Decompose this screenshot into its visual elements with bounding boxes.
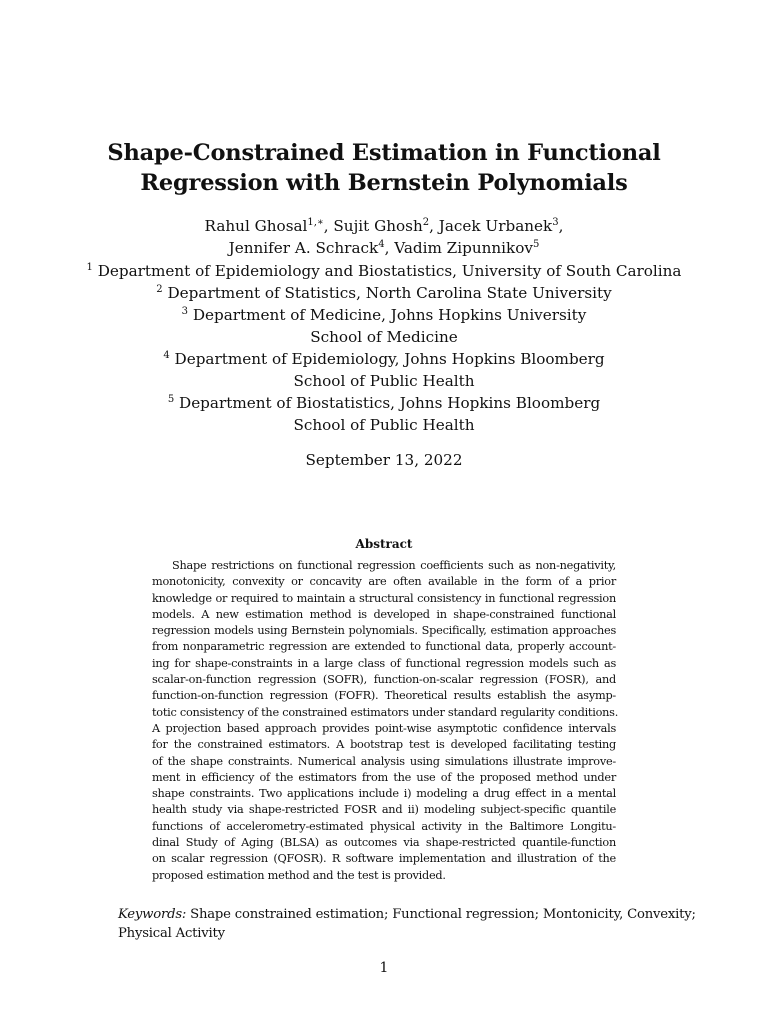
affiliation-text: Department of Epidemiology, Johns Hopkins Bloomberg (174, 350, 605, 368)
author-name: Vadim Zipunnikov (394, 239, 533, 257)
author-superscript: 4 (378, 239, 385, 250)
publication-date: September 13, 2022 (305, 451, 463, 469)
keywords-label: Keywords: (118, 907, 187, 922)
abstract-line: monotonicity, convexity or concavity are often available in the form of a prior (152, 575, 616, 589)
abstract-line: models. A new estimation method is developed in shape-constrained functional (152, 607, 616, 621)
keywords (118, 905, 696, 943)
abstract-line: scalar-on-function regression (SOFR), function-on-scalar regression (FOSR), and (152, 673, 616, 687)
affiliation-2 (0, 282, 768, 304)
affiliation-4 (0, 348, 768, 370)
abstract-body (152, 558, 619, 884)
author-superscript: 1,∗ (307, 217, 324, 228)
affiliation-5-continued: School of Public Health (293, 416, 475, 434)
author-superscript: 2 (422, 217, 430, 228)
page-number: 1 (379, 960, 389, 976)
author-line-1 (0, 215, 768, 237)
abstract-line: ment in efficiency of the estimators from the use of the proposed method under (152, 770, 616, 784)
abstract-line: on scalar regression (QFOSR). R software implementation and illustration of the (152, 852, 616, 866)
affiliation-3 (0, 304, 768, 326)
author-name: Jennifer A. Schrack (228, 239, 379, 257)
keywords-line-2: Physical Activity (118, 926, 225, 941)
abstract-line: proposed estimation method and the test is provided. (152, 868, 446, 882)
abstract-line: dinal Study of Aging (BLSA) as outcomes via shape-restricted quantile-function (152, 836, 616, 850)
keywords-text: Shape constrained estimation; Functional regression; Montonicity, Convexity; (190, 907, 696, 922)
author-name: Rahul Ghosal (204, 217, 308, 235)
abstract-line: functions of accelerometry-estimated physical activity in the Baltimore Longitu- (152, 819, 616, 833)
author-superscript: 3 (552, 217, 559, 228)
affiliation-text: Department of Statistics, North Carolina State University (167, 284, 612, 302)
title-line-2: Regression with Bernstein Polynomials (140, 170, 628, 196)
affiliation-text: Department of Medicine, Johns Hopkins University (192, 306, 587, 324)
author-separator: , (384, 239, 395, 257)
affiliation-superscript: 3 (181, 306, 189, 317)
affiliation-4-continued: School of Public Health (293, 372, 475, 390)
affiliation-text: Department of Biostatistics, Johns Hopkins Bloomberg (179, 394, 601, 412)
keywords-line-1 (118, 905, 696, 924)
abstract-heading: Abstract (355, 537, 413, 551)
abstract-line: health study via shape-restricted FOSR and ii) modeling subject-specific quantile (152, 803, 616, 817)
author-superscript: 5 (532, 239, 540, 250)
author-list (0, 215, 768, 259)
author-name: Sujit Ghosh (333, 217, 423, 235)
affiliation-superscript: 5 (167, 394, 175, 405)
abstract-line: from nonparametric regression are extended to functional data, properly account- (152, 640, 616, 654)
affiliation-text: Department of Epidemiology and Biostatistics, University of South Carolina (97, 262, 682, 280)
abstract-line: for the constrained estimators. A bootstrap test is developed facilitating testing (152, 738, 616, 752)
author-separator: , (558, 217, 564, 235)
abstract-line: of the shape constraints. Numerical analysis using simulations illustrate improve- (152, 754, 616, 768)
author-separator: , (323, 217, 334, 235)
affiliation-5 (0, 392, 768, 414)
abstract-line: knowledge or required to maintain a structural consistency in functional regression (152, 591, 616, 605)
affiliation-superscript: 2 (156, 284, 163, 295)
title-line-1: Shape-Constrained Estimation in Functional (107, 140, 661, 166)
affiliation-3-continued: School of Medicine (310, 328, 458, 346)
author-name: Jacek Urbanek (438, 217, 553, 235)
affiliation-superscript: 4 (163, 350, 170, 361)
abstract-line: ing for shape-constraints in a large class of functional regression models such as (152, 656, 616, 670)
affiliations (0, 260, 768, 436)
affiliation-superscript: 1 (86, 262, 93, 273)
abstract-line: shape constraints. Two applications include i) modeling a drug effect in a mental (152, 787, 616, 801)
abstract-line: regression models using Bernstein polynomials. Specifically, estimation approaches (152, 624, 616, 638)
abstract-line: function-on-function regression (FOFR). Theoretical results establish the asymp- (152, 689, 616, 703)
author-line-2 (0, 237, 768, 259)
abstract-line: A projection based approach provides point-wise asymptotic confidence intervals (152, 721, 616, 735)
abstract-line: totic consistency of the constrained estimators under standard regularity conditions. (152, 705, 619, 719)
affiliation-1 (0, 260, 768, 282)
abstract-line: Shape restrictions on functional regression coefficients such as non-negativity, (172, 559, 616, 572)
paper-title (0, 138, 768, 198)
author-separator: , (429, 217, 439, 235)
